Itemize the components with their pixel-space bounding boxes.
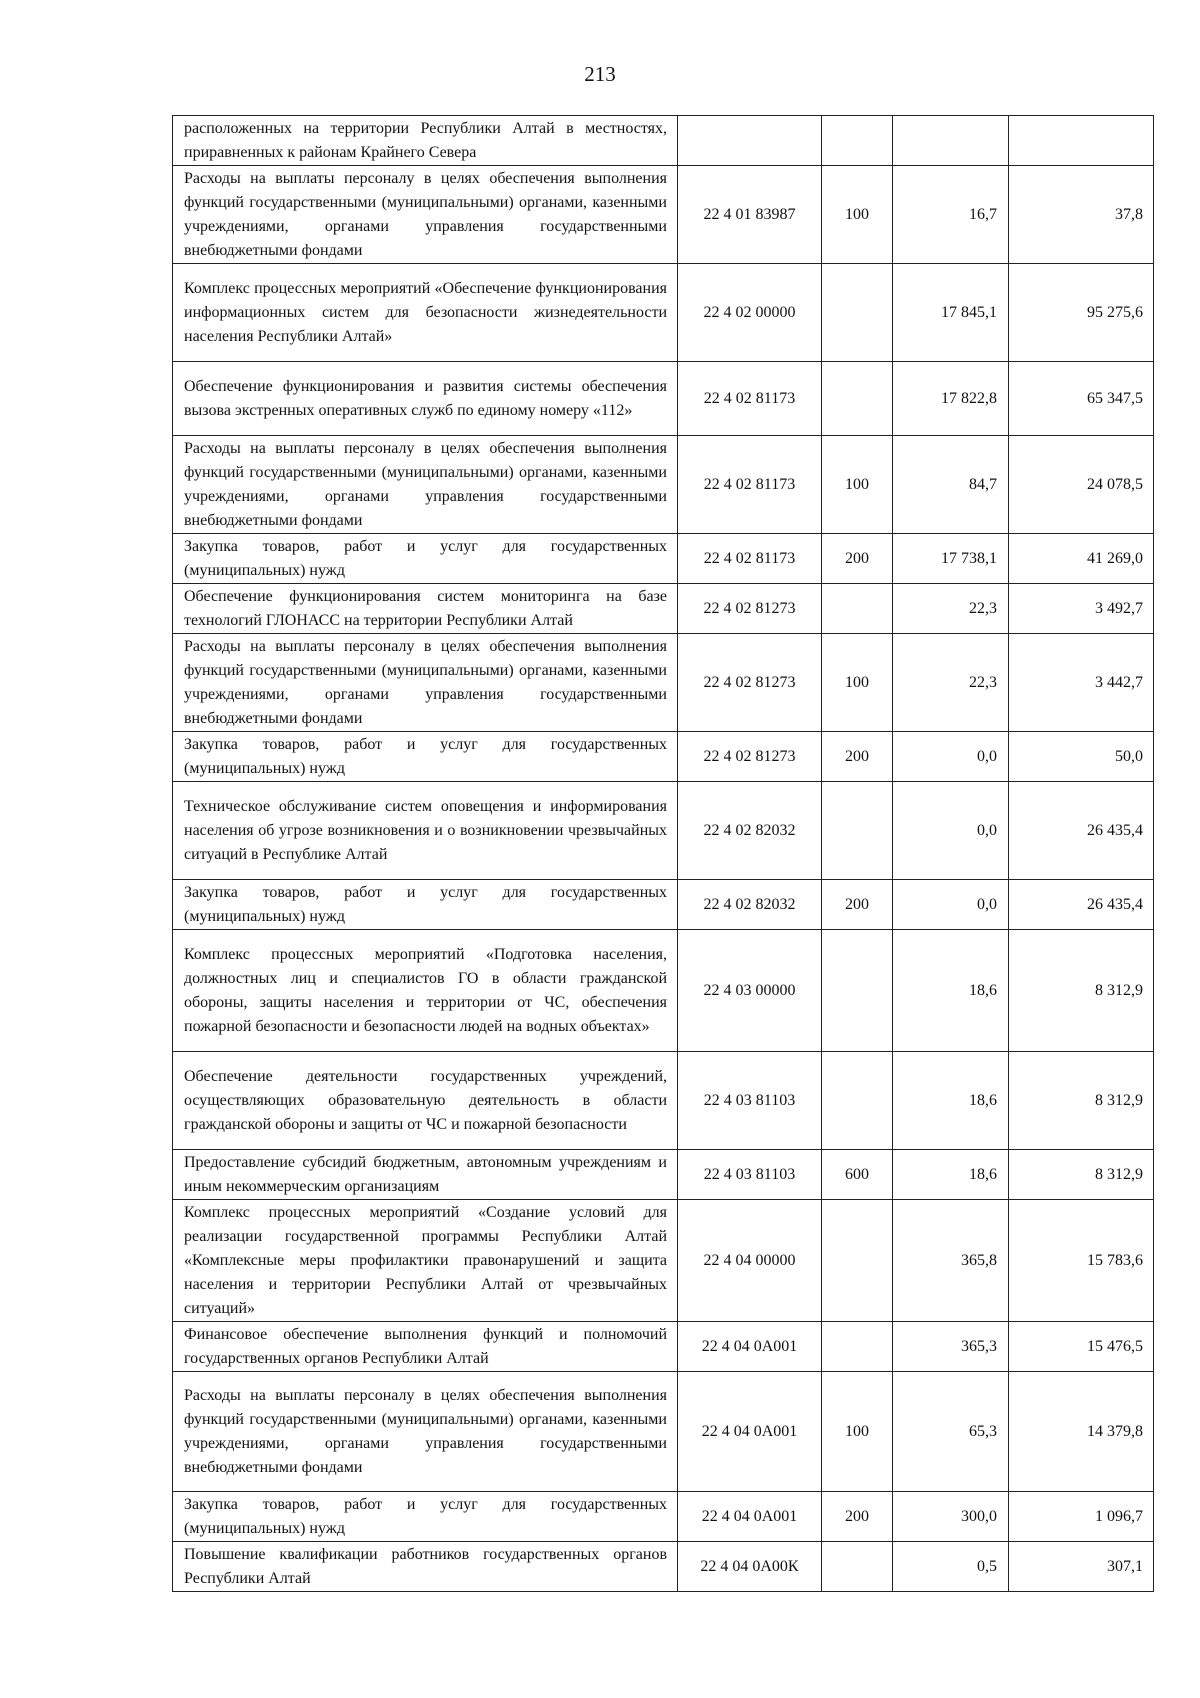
row-name: Обеспечение деятельности государственных учреждений, осуществляющих образовательную деятельность в области гражданской обороны и защиты от ЧС и пожарной безопасности	[173, 1052, 678, 1150]
row-target-code: 22 4 02 81173	[678, 436, 822, 534]
table-row	[173, 534, 1154, 584]
row-name: Предоставление субсидий бюджетным, автономным учреждениям и иным некоммерческим организациям	[173, 1150, 678, 1200]
table-row	[173, 930, 1154, 1052]
row-amount-2: 41 269,0	[1009, 534, 1154, 584]
row-amount-1	[893, 116, 1009, 166]
row-expense-type: 100	[822, 166, 893, 264]
row-target-code: 22 4 03 00000	[678, 930, 822, 1052]
row-amount-2: 26 435,4	[1009, 880, 1154, 930]
row-amount-2: 8 312,9	[1009, 930, 1154, 1052]
row-name: Комплекс процессных мероприятий «Создание условий для реализации государственной программы Республики Алтай «Комплексные меры профилактики правонарушений и защита населения и территории Республики Алтай от чрезвычайных ситуаций»	[173, 1200, 678, 1322]
budget-table-body	[173, 116, 1154, 1592]
row-amount-2: 95 275,6	[1009, 264, 1154, 362]
row-name: Расходы на выплаты персоналу в целях обеспечения выполнения функций государственными (муниципальными) органами, казенными учреждениями, органами управления государственными внебюджетными фондами	[173, 1372, 678, 1492]
row-amount-2: 50,0	[1009, 732, 1154, 782]
row-target-code: 22 4 02 81273	[678, 584, 822, 634]
row-name: Финансовое обеспечение выполнения функций и полномочий государственных органов Республики Алтай	[173, 1322, 678, 1372]
row-expense-type: 200	[822, 880, 893, 930]
row-name: Техническое обслуживание систем оповещения и информирования населения об угрозе возникновения и о возникновении чрезвычайных ситуаций в Республике Алтай	[173, 782, 678, 880]
table-row	[173, 584, 1154, 634]
row-target-code: 22 4 02 81273	[678, 634, 822, 732]
row-target-code: 22 4 04 0А001	[678, 1492, 822, 1542]
row-target-code: 22 4 04 0А001	[678, 1322, 822, 1372]
table-row	[173, 116, 1154, 166]
row-target-code: 22 4 03 81103	[678, 1150, 822, 1200]
row-name: Закупка товаров, работ и услуг для государственных (муниципальных) нужд	[173, 732, 678, 782]
table-row	[173, 362, 1154, 436]
table-row	[173, 1052, 1154, 1150]
row-name: Закупка товаров, работ и услуг для государственных (муниципальных) нужд	[173, 1492, 678, 1542]
row-amount-1: 365,3	[893, 1322, 1009, 1372]
row-amount-2	[1009, 116, 1154, 166]
row-name: Обеспечение функционирования систем мониторинга на базе технологий ГЛОНАСС на территории Республики Алтай	[173, 584, 678, 634]
row-name: Расходы на выплаты персоналу в целях обеспечения выполнения функций государственными (муниципальными) органами, казенными учреждениями, органами управления государственными внебюджетными фондами	[173, 436, 678, 534]
row-amount-1: 17 845,1	[893, 264, 1009, 362]
row-amount-1: 22,3	[893, 584, 1009, 634]
row-expense-type: 100	[822, 634, 893, 732]
table-row	[173, 880, 1154, 930]
row-amount-1: 17 738,1	[893, 534, 1009, 584]
row-expense-type: 200	[822, 1492, 893, 1542]
row-expense-type: 100	[822, 436, 893, 534]
row-name: Расходы на выплаты персоналу в целях обеспечения выполнения функций государственными (муниципальными) органами, казенными учреждениями, органами управления государственными внебюджетными фондами	[173, 166, 678, 264]
row-amount-1: 17 822,8	[893, 362, 1009, 436]
row-target-code: 22 4 02 00000	[678, 264, 822, 362]
row-amount-2: 3 492,7	[1009, 584, 1154, 634]
row-target-code: 22 4 02 82032	[678, 782, 822, 880]
table-row	[173, 436, 1154, 534]
row-expense-type: 200	[822, 534, 893, 584]
row-amount-1: 18,6	[893, 1052, 1009, 1150]
row-expense-type	[822, 1052, 893, 1150]
row-target-code: 22 4 01 83987	[678, 166, 822, 264]
row-expense-type	[822, 1322, 893, 1372]
row-target-code: 22 4 02 81173	[678, 534, 822, 584]
row-target-code	[678, 116, 822, 166]
row-amount-2: 15 476,5	[1009, 1322, 1154, 1372]
row-target-code: 22 4 04 00000	[678, 1200, 822, 1322]
row-expense-type	[822, 1542, 893, 1592]
table-row	[173, 634, 1154, 732]
row-target-code: 22 4 02 82032	[678, 880, 822, 930]
table-row	[173, 166, 1154, 264]
row-amount-2: 3 442,7	[1009, 634, 1154, 732]
row-amount-1: 0,0	[893, 782, 1009, 880]
row-amount-2: 14 379,8	[1009, 1372, 1154, 1492]
row-target-code: 22 4 02 81273	[678, 732, 822, 782]
table-row	[173, 1200, 1154, 1322]
row-amount-2: 24 078,5	[1009, 436, 1154, 534]
row-amount-1: 0,0	[893, 732, 1009, 782]
row-expense-type	[822, 1200, 893, 1322]
row-expense-type	[822, 362, 893, 436]
budget-table	[172, 115, 1154, 1592]
row-name: Комплекс процессных мероприятий «Подготовка населения, должностных лиц и специалистов ГО в области гражданской обороны, защиты населения и территории от ЧС, обеспечения пожарной безопасности и безопасности людей на водных объектах»	[173, 930, 678, 1052]
row-name: Расходы на выплаты персоналу в целях обеспечения выполнения функций государственными (муниципальными) органами, казенными учреждениями, органами управления государственными внебюджетными фондами	[173, 634, 678, 732]
row-amount-2: 8 312,9	[1009, 1150, 1154, 1200]
table-row	[173, 782, 1154, 880]
row-name: Повышение квалификации работников государственных органов Республики Алтай	[173, 1542, 678, 1592]
row-expense-type	[822, 116, 893, 166]
row-target-code: 22 4 04 0А001	[678, 1372, 822, 1492]
row-expense-type	[822, 782, 893, 880]
row-target-code: 22 4 04 0А00К	[678, 1542, 822, 1592]
row-expense-type: 200	[822, 732, 893, 782]
row-expense-type	[822, 264, 893, 362]
row-amount-2: 15 783,6	[1009, 1200, 1154, 1322]
row-amount-1: 0,0	[893, 880, 1009, 930]
row-amount-2: 307,1	[1009, 1542, 1154, 1592]
row-target-code: 22 4 02 81173	[678, 362, 822, 436]
table-row	[173, 1150, 1154, 1200]
table-row	[173, 1542, 1154, 1592]
row-amount-1: 365,8	[893, 1200, 1009, 1322]
row-target-code: 22 4 03 81103	[678, 1052, 822, 1150]
row-amount-1: 300,0	[893, 1492, 1009, 1542]
row-amount-2: 1 096,7	[1009, 1492, 1154, 1542]
row-name: Закупка товаров, работ и услуг для государственных (муниципальных) нужд	[173, 534, 678, 584]
row-amount-1: 0,5	[893, 1542, 1009, 1592]
row-expense-type: 600	[822, 1150, 893, 1200]
row-name: Комплекс процессных мероприятий «Обеспечение функционирования информационных систем для безопасности жизнедеятельности населения Республики Алтай»	[173, 264, 678, 362]
row-amount-2: 37,8	[1009, 166, 1154, 264]
row-name: Закупка товаров, работ и услуг для государственных (муниципальных) нужд	[173, 880, 678, 930]
row-amount-1: 22,3	[893, 634, 1009, 732]
row-amount-2: 8 312,9	[1009, 1052, 1154, 1150]
row-amount-1: 16,7	[893, 166, 1009, 264]
row-amount-2: 26 435,4	[1009, 782, 1154, 880]
row-expense-type	[822, 584, 893, 634]
table-row	[173, 1322, 1154, 1372]
table-row	[173, 732, 1154, 782]
row-name: Обеспечение функционирования и развития системы обеспечения вызова экстренных оперативных служб по единому номеру «112»	[173, 362, 678, 436]
row-amount-2: 65 347,5	[1009, 362, 1154, 436]
row-amount-1: 84,7	[893, 436, 1009, 534]
page-number: 213	[584, 62, 616, 86]
row-name: расположенных на территории Республики Алтай в местностях, приравненных к районам Крайнего Севера	[173, 116, 678, 166]
row-expense-type: 100	[822, 1372, 893, 1492]
row-amount-1: 65,3	[893, 1372, 1009, 1492]
row-amount-1: 18,6	[893, 930, 1009, 1052]
row-amount-1: 18,6	[893, 1150, 1009, 1200]
table-row	[173, 264, 1154, 362]
table-row	[173, 1492, 1154, 1542]
table-row	[173, 1372, 1154, 1492]
row-expense-type	[822, 930, 893, 1052]
